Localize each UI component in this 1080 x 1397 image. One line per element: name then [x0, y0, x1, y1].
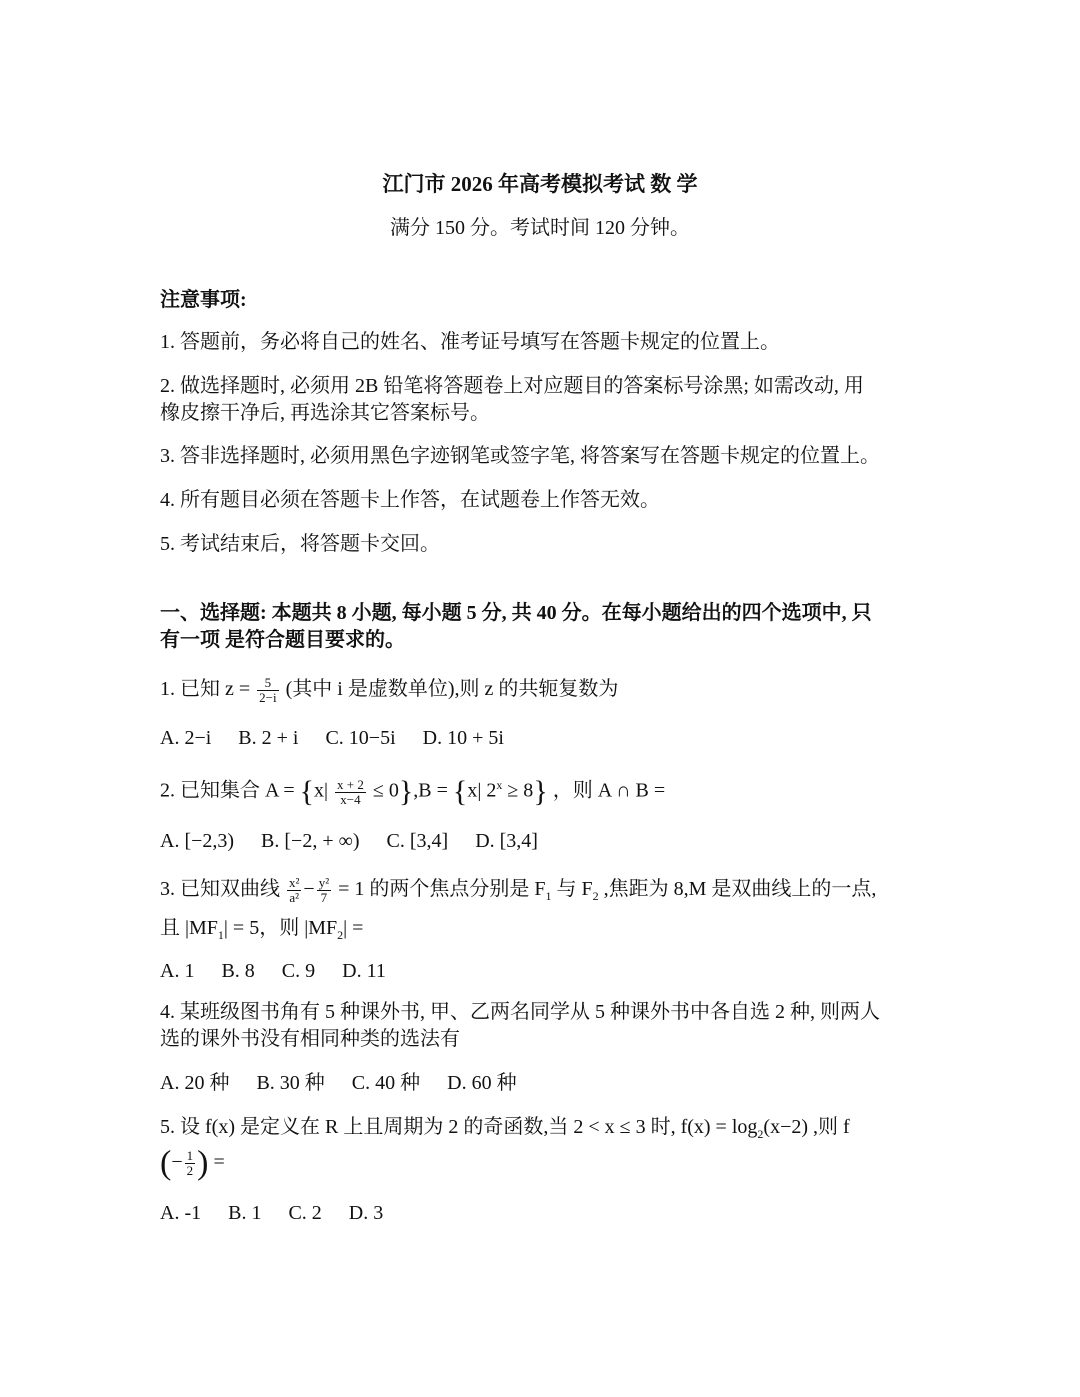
question-4-line2: 选的课外书没有相同种类的选法有 — [160, 1028, 460, 1050]
q2-suffix: ，则 A ∩ B = — [552, 779, 666, 802]
q2-frac-den: x−4 — [335, 792, 366, 807]
q2-option-c: C. [3,4] — [386, 830, 449, 852]
question-5-line2 — [160, 1144, 225, 1182]
note-item: 1. 答题前，务必将自己的姓名、准考证号填写在答题卡规定的位置上。 — [160, 331, 780, 353]
q2-prefix: 2. 已知集合 A = — [160, 779, 295, 802]
question-4-line1: 4. 某班级图书角有 5 种课外书, 甲、乙两名同学从 5 种课外书中各自选 2 种, 则两人 — [160, 1001, 880, 1023]
section-heading-line2: 有一项 是符合题目要求的。 — [160, 629, 405, 651]
q5-eq: = — [213, 1151, 225, 1173]
notes-heading: 注意事项: — [160, 289, 247, 311]
q2-options — [160, 827, 560, 855]
q4-option-a: A. 20 种 — [160, 1072, 230, 1094]
q2-b-cond: ≥ 8 — [507, 779, 534, 802]
q2-brace-open: { — [299, 775, 315, 809]
q4-options — [160, 1069, 539, 1097]
q5-option-b: B. 1 — [228, 1202, 262, 1224]
exam-title: 江门市 2026 年高考模拟考试 数 学 — [382, 172, 698, 196]
q2-b-sup: x — [496, 778, 503, 792]
q1-frac-den: 2−i — [259, 689, 277, 705]
q1-fraction — [257, 676, 278, 705]
q5-frac-sign: − — [171, 1151, 183, 1173]
q1-option-b: B. 2 + i — [238, 727, 299, 749]
q3-frac2-den: 7 — [317, 890, 331, 905]
q1-options — [160, 724, 526, 752]
q5-options — [160, 1199, 405, 1227]
question-1 — [160, 675, 618, 705]
q3-prefix: 3. 已知双曲线 — [160, 878, 280, 900]
q5-line1-b: (x−2) ,则 f — [763, 1116, 850, 1138]
q3-line2-sub1: 1 — [217, 928, 224, 942]
q3-option-c: C. 9 — [281, 960, 316, 982]
q5-paren-open: ( — [160, 1144, 172, 1182]
q3-frac2-num: y² — [318, 874, 330, 890]
q5-frac-num: 1 — [186, 1147, 194, 1163]
q5-paren-close: ) — [197, 1144, 209, 1182]
q1-option-d: D. 10 + 5i — [422, 727, 504, 749]
q1-frac-num: 5 — [264, 674, 272, 690]
note-item: 橡皮擦干净后, 再选涂其它答案标号。 — [160, 402, 490, 424]
q1-prefix: 1. 已知 z = — [160, 678, 251, 700]
q3-suffix: ,焦距为 8,M 是双曲线上的一点, — [598, 878, 877, 900]
q2-b-var: x| 2 — [467, 779, 497, 802]
question-3-line2 — [160, 914, 363, 949]
q2-cond: ≤ 0 — [372, 779, 399, 802]
q3-sub2: 2 — [592, 889, 599, 903]
question-2 — [160, 771, 665, 807]
q1-option-a: A. 2−i — [160, 727, 212, 749]
question-5-line1 — [160, 1113, 850, 1148]
q2-option-b: B. [−2, + ∞) — [261, 830, 360, 852]
q3-option-d: D. 11 — [342, 960, 386, 982]
q3-options — [160, 957, 408, 985]
q5-option-d: D. 3 — [348, 1202, 384, 1224]
q2-option-a: A. [−2,3) — [160, 830, 235, 852]
q5-option-c: C. 2 — [288, 1202, 322, 1224]
q5-line1-a: 5. 设 f(x) 是定义在 R 上且周期为 2 的奇函数,当 2 < x ≤ 3 时, f(x) = log — [160, 1116, 758, 1138]
q2-option-d: D. [3,4] — [475, 830, 538, 852]
q4-option-b: B. 30 种 — [256, 1072, 325, 1094]
q1-suffix: (其中 i 是虚数单位),则 z 的共轭复数为 — [285, 678, 619, 700]
note-item: 5. 考试结束后，将答题卡交回。 — [160, 533, 440, 555]
q3-fraction-2 — [317, 876, 331, 905]
exam-subtitle: 满分 150 分。考试时间 120 分钟。 — [390, 217, 690, 239]
q5-frac-den: 2 — [186, 1162, 194, 1178]
q3-and: 与 F — [551, 878, 593, 900]
q3-line2-a: 且 |MF — [160, 917, 218, 939]
q3-line2-sub2: 2 — [337, 928, 344, 942]
q2-b-brace-open: { — [452, 775, 468, 809]
q5-fraction — [185, 1149, 196, 1178]
q3-option-b: B. 8 — [221, 960, 255, 982]
note-item: 2. 做选择题时, 必须用 2B 铅笔将答题卷上对应题目的答案标号涂黑; 如需改动, 用 — [160, 375, 864, 397]
q2-frac-num: x + 2 — [337, 776, 364, 792]
q4-option-d: D. 60 种 — [447, 1072, 517, 1094]
q3-frac1-den: a² — [287, 890, 301, 905]
q3-option-a: A. 1 — [160, 960, 195, 982]
q2-setvar: x| — [314, 779, 329, 802]
q2-mid: ,B = — [413, 779, 448, 802]
q5-line1-sub: 2 — [757, 1127, 764, 1141]
q3-minus: − — [303, 878, 315, 900]
q2-brace-close: } — [398, 775, 414, 809]
q3-eq: = 1 的两个焦点分别是 F — [338, 878, 546, 900]
q4-option-c: C. 40 种 — [351, 1072, 421, 1094]
q3-line2-b: | = 5，则 |MF — [223, 917, 338, 939]
q3-sub1: 1 — [545, 889, 552, 903]
note-item: 4. 所有题目必须在答题卡上作答，在试题卷上作答无效。 — [160, 489, 660, 511]
q3-fraction-1 — [287, 876, 301, 905]
question-3 — [160, 875, 876, 910]
section-heading-line1: 一、选择题: 本题共 8 小题, 每小题 5 分, 共 40 分。在每小题给出的四个选项中, 只 — [160, 602, 872, 624]
q1-option-c: C. 10−5i — [325, 727, 396, 749]
note-item: 3. 答非选择题时, 必须用黑色字迹钢笔或签字笔, 将答案写在答题卡规定的位置上。 — [160, 445, 880, 467]
q2-b-brace-close: } — [533, 775, 548, 809]
q3-frac1-num: x² — [289, 874, 300, 890]
q5-option-a: A. -1 — [160, 1202, 202, 1224]
q2-fraction — [335, 778, 366, 807]
q3-line2-c: | = — [343, 917, 364, 939]
